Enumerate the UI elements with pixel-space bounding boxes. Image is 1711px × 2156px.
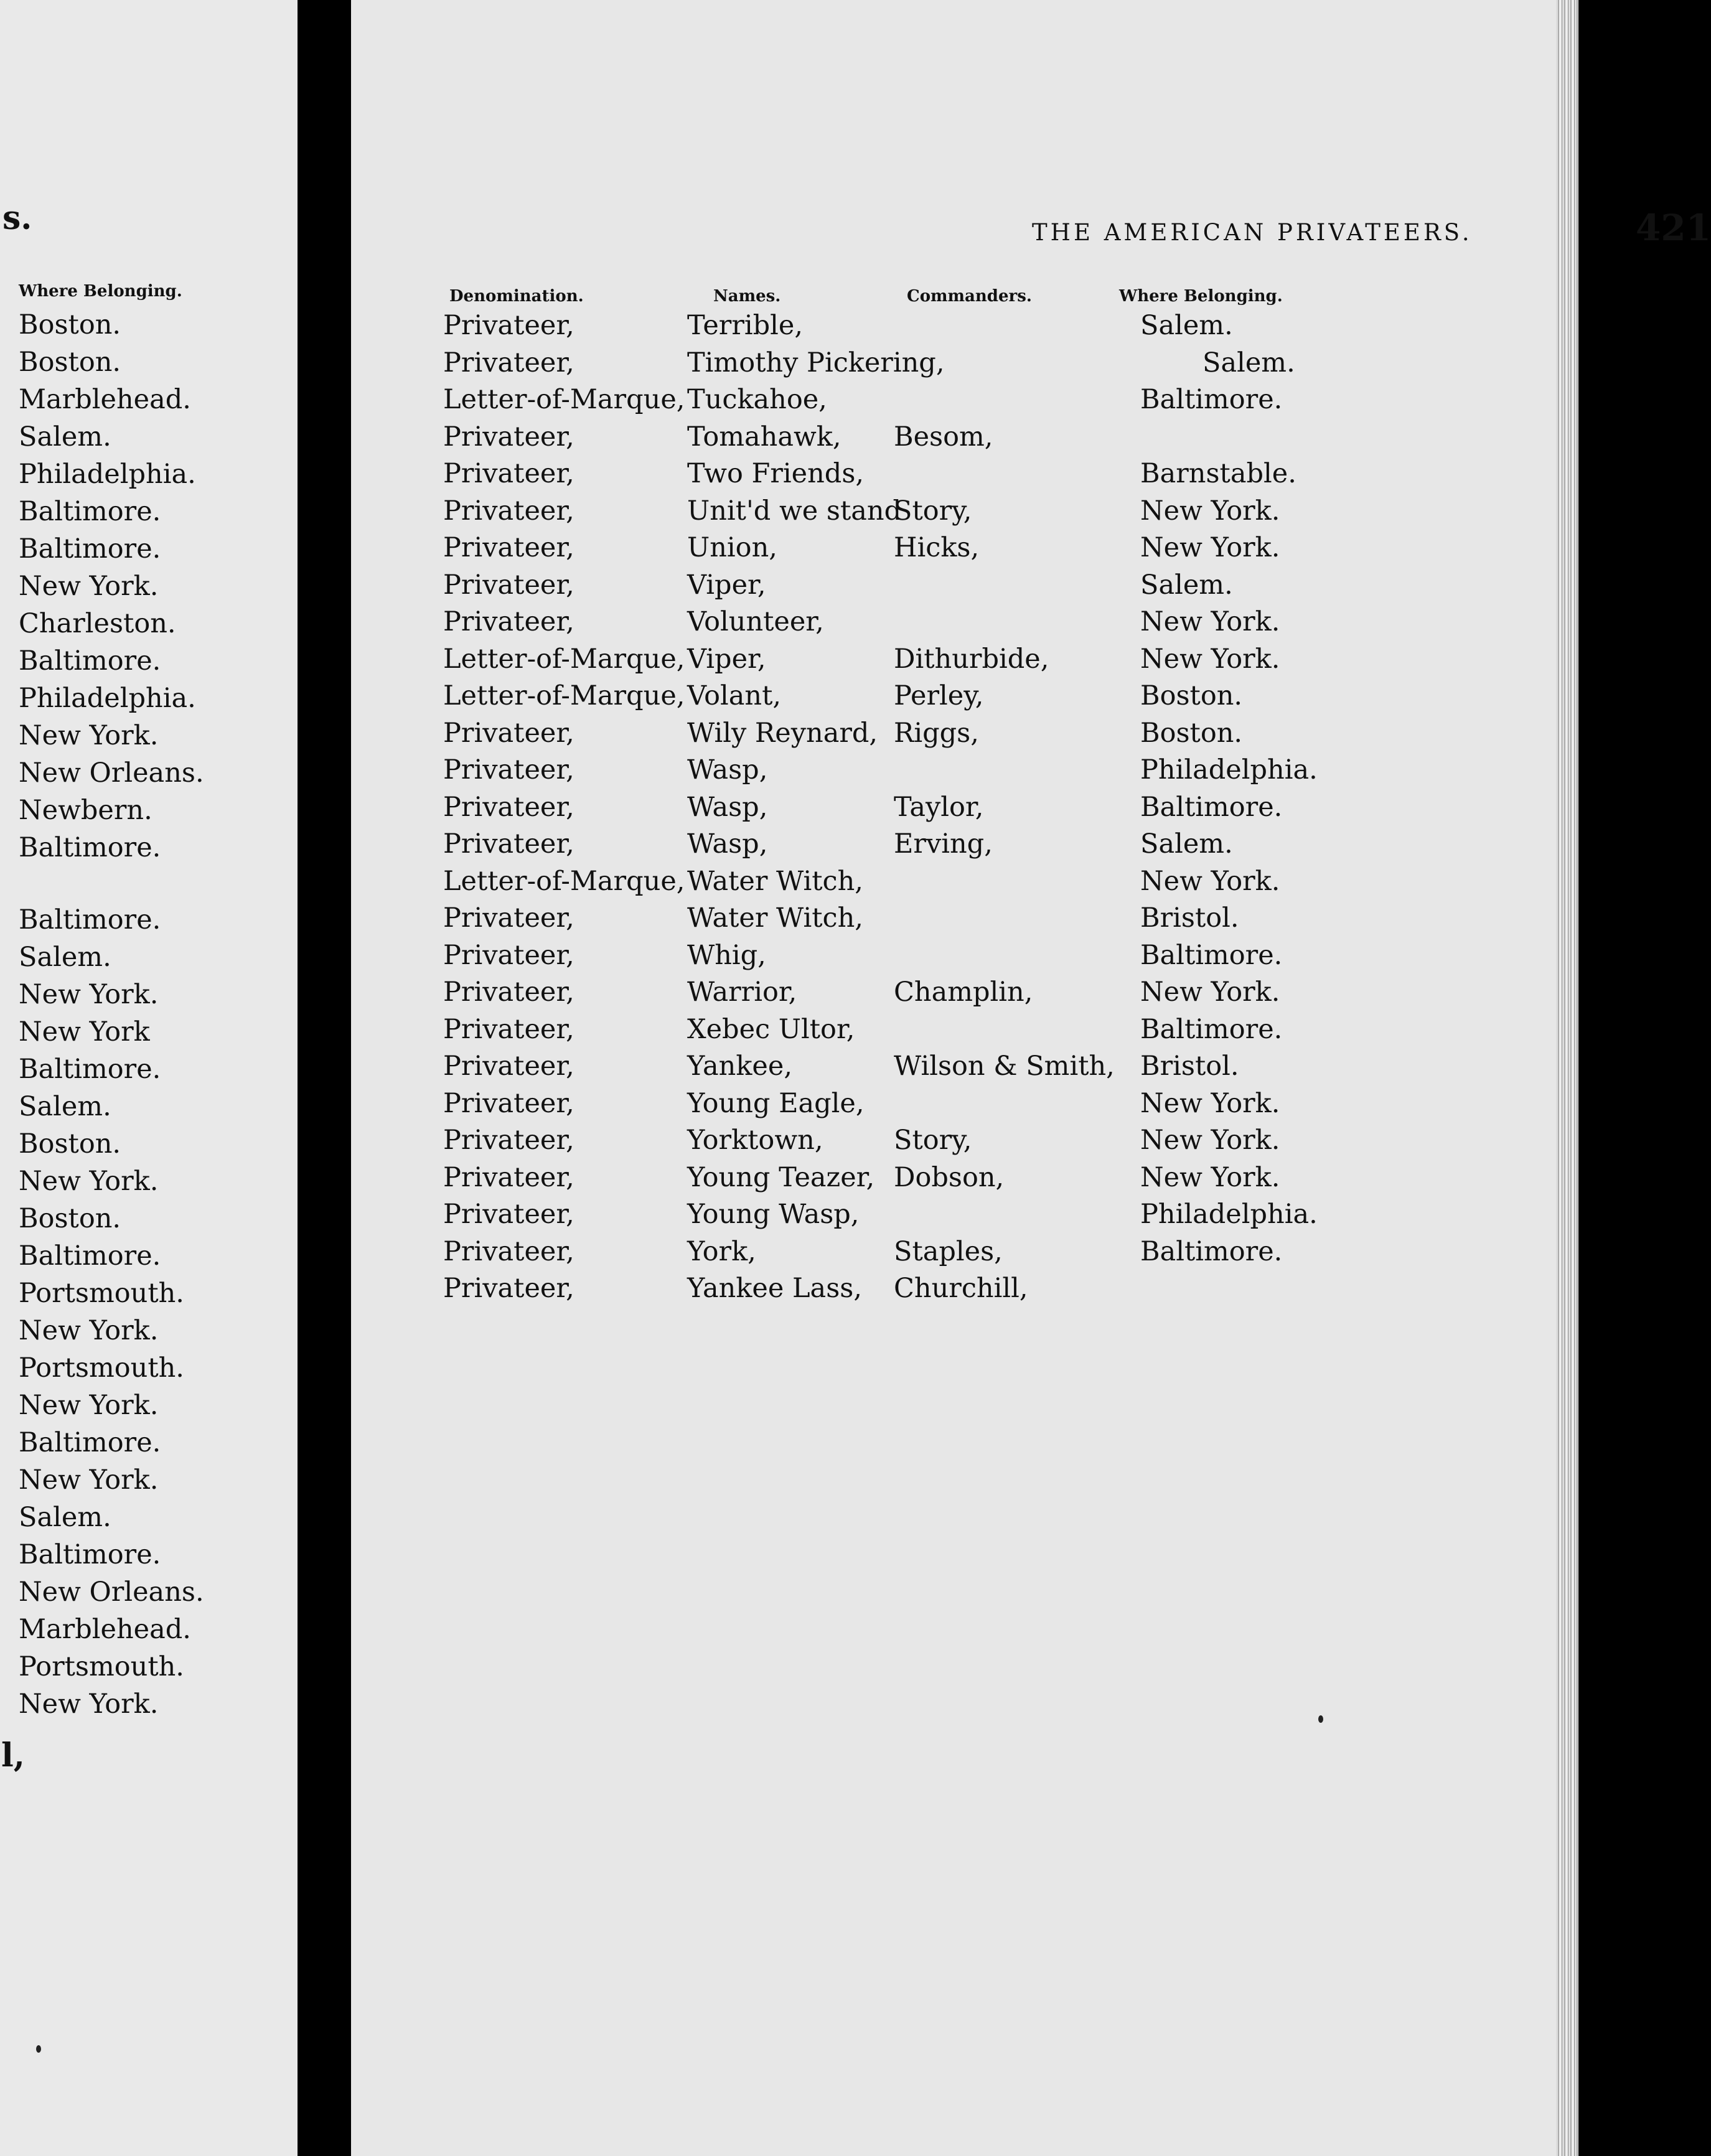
cell-commander: Churchill, <box>894 1273 1028 1304</box>
cell-where-belonging: Baltimore. <box>1140 384 1283 415</box>
cell-denomination: Privateer, <box>443 421 574 452</box>
cell-commander: Dobson, <box>894 1161 1005 1193</box>
cell-where-belonging: Barnstable. <box>1140 458 1296 489</box>
cell-where-belonging: Philadelphia. <box>1140 754 1318 785</box>
cell-where-belonging: Boston. <box>1140 717 1243 749</box>
cell-name: Yankee Lass, <box>687 1273 862 1304</box>
cell-denomination: Privateer, <box>443 977 574 1008</box>
cell-denomination: Privateer, <box>443 754 574 785</box>
cell-name: Young Wasp, <box>687 1199 860 1230</box>
left-place-item: Philadelphia. <box>19 683 196 714</box>
cell-where-belonging: Salem. <box>1140 828 1233 860</box>
left-place-item: Baltimore. <box>19 904 161 935</box>
cell-where-belonging: New York. <box>1140 532 1280 563</box>
table-row <box>351 678 1556 715</box>
cell-denomination: Privateer, <box>443 458 574 489</box>
left-place-item: New York <box>19 1016 150 1048</box>
table-row <box>351 307 1556 345</box>
cell-commander: Perley, <box>894 680 984 711</box>
cell-commander: Taylor, <box>894 791 984 823</box>
table-row <box>351 715 1556 752</box>
cell-where-belonging: New York. <box>1140 643 1280 675</box>
cell-name: Tuckahoe, <box>687 384 827 415</box>
page-edge-shadow <box>1578 0 1591 2156</box>
table-row <box>351 1122 1556 1160</box>
table-row <box>351 1234 1556 1271</box>
cell-name: Young Eagle, <box>687 1087 865 1119</box>
cell-name: Wily Reynard, <box>687 717 878 749</box>
cell-denomination: Privateer, <box>443 1087 574 1119</box>
cell-where-belonging: Salem. <box>1140 569 1233 601</box>
cell-commander: Riggs, <box>894 717 979 749</box>
left-place-item: Salem. <box>19 421 111 452</box>
cell-name: Timothy Pickering, <box>687 347 945 378</box>
table-row <box>351 1011 1556 1049</box>
cell-name: Union, <box>687 532 777 563</box>
cell-name: Water Witch, <box>687 865 863 897</box>
ink-speck <box>1318 1715 1323 1723</box>
cell-denomination: Privateer, <box>443 347 574 378</box>
left-place-item: Salem. <box>19 942 111 973</box>
table-row <box>351 567 1556 604</box>
running-head: THE AMERICAN PRIVATEERS. <box>1032 219 1473 246</box>
left-place-item: Baltimore. <box>19 1539 161 1570</box>
left-place-item: Portsmouth. <box>19 1278 184 1309</box>
cell-name: Terrible, <box>687 310 804 341</box>
left-place-item: New Orleans. <box>19 1577 204 1608</box>
cell-denomination: Privateer, <box>443 532 574 563</box>
cell-denomination: Privateer, <box>443 1273 574 1304</box>
left-place-item: Boston. <box>19 309 121 340</box>
ink-speck <box>36 2045 41 2053</box>
table-row <box>351 419 1556 456</box>
left-column-header: Where Belonging. <box>19 282 182 301</box>
left-place-item: New York. <box>19 720 159 751</box>
cell-denomination: Privateer, <box>443 902 574 934</box>
table-row <box>351 826 1556 863</box>
cell-denomination: Privateer, <box>443 495 574 527</box>
cell-where-belonging: New York. <box>1140 1087 1280 1119</box>
table-row <box>351 1196 1556 1234</box>
cell-where-belonging: Salem. <box>1140 310 1233 341</box>
cell-name: Water Witch, <box>687 902 863 934</box>
page-number: 421 <box>1636 207 1711 249</box>
left-place-item: New Orleans. <box>19 757 204 789</box>
table-row <box>351 1048 1556 1085</box>
header-commanders: Commanders. <box>907 287 1032 306</box>
left-place-item: Boston. <box>19 1203 121 1234</box>
cell-denomination: Privateer, <box>443 1125 574 1156</box>
cell-where-belonging: New York. <box>1140 1125 1280 1156</box>
cell-denomination: Privateer, <box>443 1051 574 1082</box>
cell-denomination: Privateer, <box>443 791 574 823</box>
cell-denomination: Privateer, <box>443 569 574 601</box>
cell-commander: Story, <box>894 495 972 527</box>
cell-name: Unit'd we stand <box>687 495 902 527</box>
cell-name: Wasp, <box>687 791 768 823</box>
cell-where-belonging: New York. <box>1140 495 1280 527</box>
cell-denomination: Privateer, <box>443 1013 574 1045</box>
cell-denomination: Letter-of-Marque, <box>443 643 685 675</box>
table-row <box>351 345 1556 382</box>
cell-denomination: Privateer, <box>443 1161 574 1193</box>
left-place-item: Baltimore. <box>19 832 161 863</box>
table-row <box>351 604 1556 641</box>
table-row <box>351 1160 1556 1197</box>
cell-commander: Erving, <box>894 828 993 860</box>
left-page <box>0 0 298 2156</box>
cell-name: Yorktown, <box>687 1125 823 1156</box>
cell-denomination: Privateer, <box>443 717 574 749</box>
table-row <box>351 1085 1556 1123</box>
left-footer-mark: l, <box>1 1737 25 1774</box>
cell-name: Whig, <box>687 939 766 971</box>
cell-denomination: Letter-of-Marque, <box>443 680 685 711</box>
left-place-item: Baltimore. <box>19 1240 161 1272</box>
cell-where-belonging: Baltimore. <box>1140 1013 1283 1045</box>
left-place-item: Baltimore. <box>19 533 161 565</box>
table-row <box>351 937 1556 975</box>
cell-denomination: Privateer, <box>443 310 574 341</box>
cell-name: Tomahawk, <box>687 421 841 452</box>
cell-denomination: Letter-of-Marque, <box>443 865 685 897</box>
left-place-item: Portsmouth. <box>19 1651 184 1682</box>
cell-name: Young Teazer, <box>687 1161 875 1193</box>
table-row <box>351 493 1556 530</box>
left-place-item: Philadelphia. <box>19 459 196 490</box>
cell-name: Volant, <box>687 680 782 711</box>
cell-commander: Story, <box>894 1125 972 1156</box>
left-place-item: Marblehead. <box>19 1614 191 1645</box>
cell-where-belonging: Philadelphia. <box>1140 1199 1318 1230</box>
left-place-item: Baltimore. <box>19 1427 161 1458</box>
cell-denomination: Letter-of-Marque, <box>443 384 685 415</box>
cell-commander: Wilson & Smith, <box>894 1051 1115 1082</box>
cell-name: Viper, <box>687 569 766 601</box>
cell-where-belonging: New York. <box>1140 865 1280 897</box>
table-row <box>351 789 1556 827</box>
header-where-belonging: Where Belonging. <box>1119 287 1283 306</box>
cell-name: Viper, <box>687 643 766 675</box>
table-row <box>351 641 1556 678</box>
cell-name: Yankee, <box>687 1051 792 1082</box>
cell-name: Wasp, <box>687 754 768 785</box>
left-place-item: Boston. <box>19 347 121 378</box>
table-row <box>351 752 1556 789</box>
cell-name: York, <box>687 1235 756 1267</box>
left-header-mark: s. <box>2 199 32 237</box>
cell-denomination: Privateer, <box>443 828 574 860</box>
left-place-item: Charleston. <box>19 608 176 639</box>
cell-where-belonging: Baltimore. <box>1140 791 1283 823</box>
table-row <box>351 900 1556 937</box>
cell-commander: Dithurbide, <box>894 643 1049 675</box>
left-place-item: Salem. <box>19 1091 111 1122</box>
cell-denomination: Privateer, <box>443 1199 574 1230</box>
cell-name: Warrior, <box>687 977 797 1008</box>
cell-where-belonging: New York. <box>1140 977 1280 1008</box>
left-place-item: Marblehead. <box>19 384 191 415</box>
cell-denomination: Privateer, <box>443 939 574 971</box>
left-place-list <box>19 306 204 1723</box>
cell-denomination: Privateer, <box>443 1235 574 1267</box>
cell-name: Xebec Ultor, <box>687 1013 855 1045</box>
table-row <box>351 456 1556 493</box>
cell-commander: Besom, <box>894 421 993 452</box>
cell-where-belonging: Salem. <box>1202 347 1295 378</box>
header-denomination: Denomination. <box>449 287 584 306</box>
left-place-item: Salem. <box>19 1502 111 1533</box>
table-row <box>351 974 1556 1011</box>
left-place-item: New York. <box>19 1390 159 1421</box>
privateer-table <box>351 307 1556 1308</box>
left-place-item: Baltimore. <box>19 496 161 527</box>
table-row <box>351 382 1556 419</box>
left-place-item: Baltimore. <box>19 645 161 677</box>
header-names: Names. <box>713 287 781 306</box>
cell-name: Two Friends, <box>687 458 865 489</box>
cell-name: Wasp, <box>687 828 768 860</box>
right-page <box>351 0 1711 2156</box>
left-place-item: Newbern. <box>19 795 152 826</box>
left-place-item: New York. <box>19 1465 159 1496</box>
left-place-item: New York. <box>19 571 159 602</box>
left-place-item: New York. <box>19 979 159 1010</box>
cell-where-belonging: New York. <box>1140 606 1280 637</box>
left-place-item: Portsmouth. <box>19 1352 184 1384</box>
cell-where-belonging: Bristol. <box>1140 902 1239 934</box>
page-gutter <box>298 0 351 2156</box>
left-place-item: Baltimore. <box>19 1054 161 1085</box>
table-row <box>351 530 1556 567</box>
cell-where-belonging: Baltimore. <box>1140 939 1283 971</box>
cell-where-belonging: Boston. <box>1140 680 1243 711</box>
cell-commander: Staples, <box>894 1235 1003 1267</box>
cell-denomination: Privateer, <box>443 606 574 637</box>
left-place-item: New York. <box>19 1315 159 1346</box>
table-row <box>351 1270 1556 1308</box>
cell-commander: Hicks, <box>894 532 980 563</box>
table-row <box>351 863 1556 901</box>
left-place-item: New York. <box>19 1689 159 1720</box>
cell-name: Volunteer, <box>687 606 824 637</box>
cell-where-belonging: New York. <box>1140 1161 1280 1193</box>
cell-where-belonging: Baltimore. <box>1140 1235 1283 1267</box>
cell-where-belonging: Bristol. <box>1140 1051 1239 1082</box>
left-place-item: Boston. <box>19 1128 121 1160</box>
left-place-item: New York. <box>19 1166 159 1197</box>
cell-commander: Champlin, <box>894 977 1033 1008</box>
